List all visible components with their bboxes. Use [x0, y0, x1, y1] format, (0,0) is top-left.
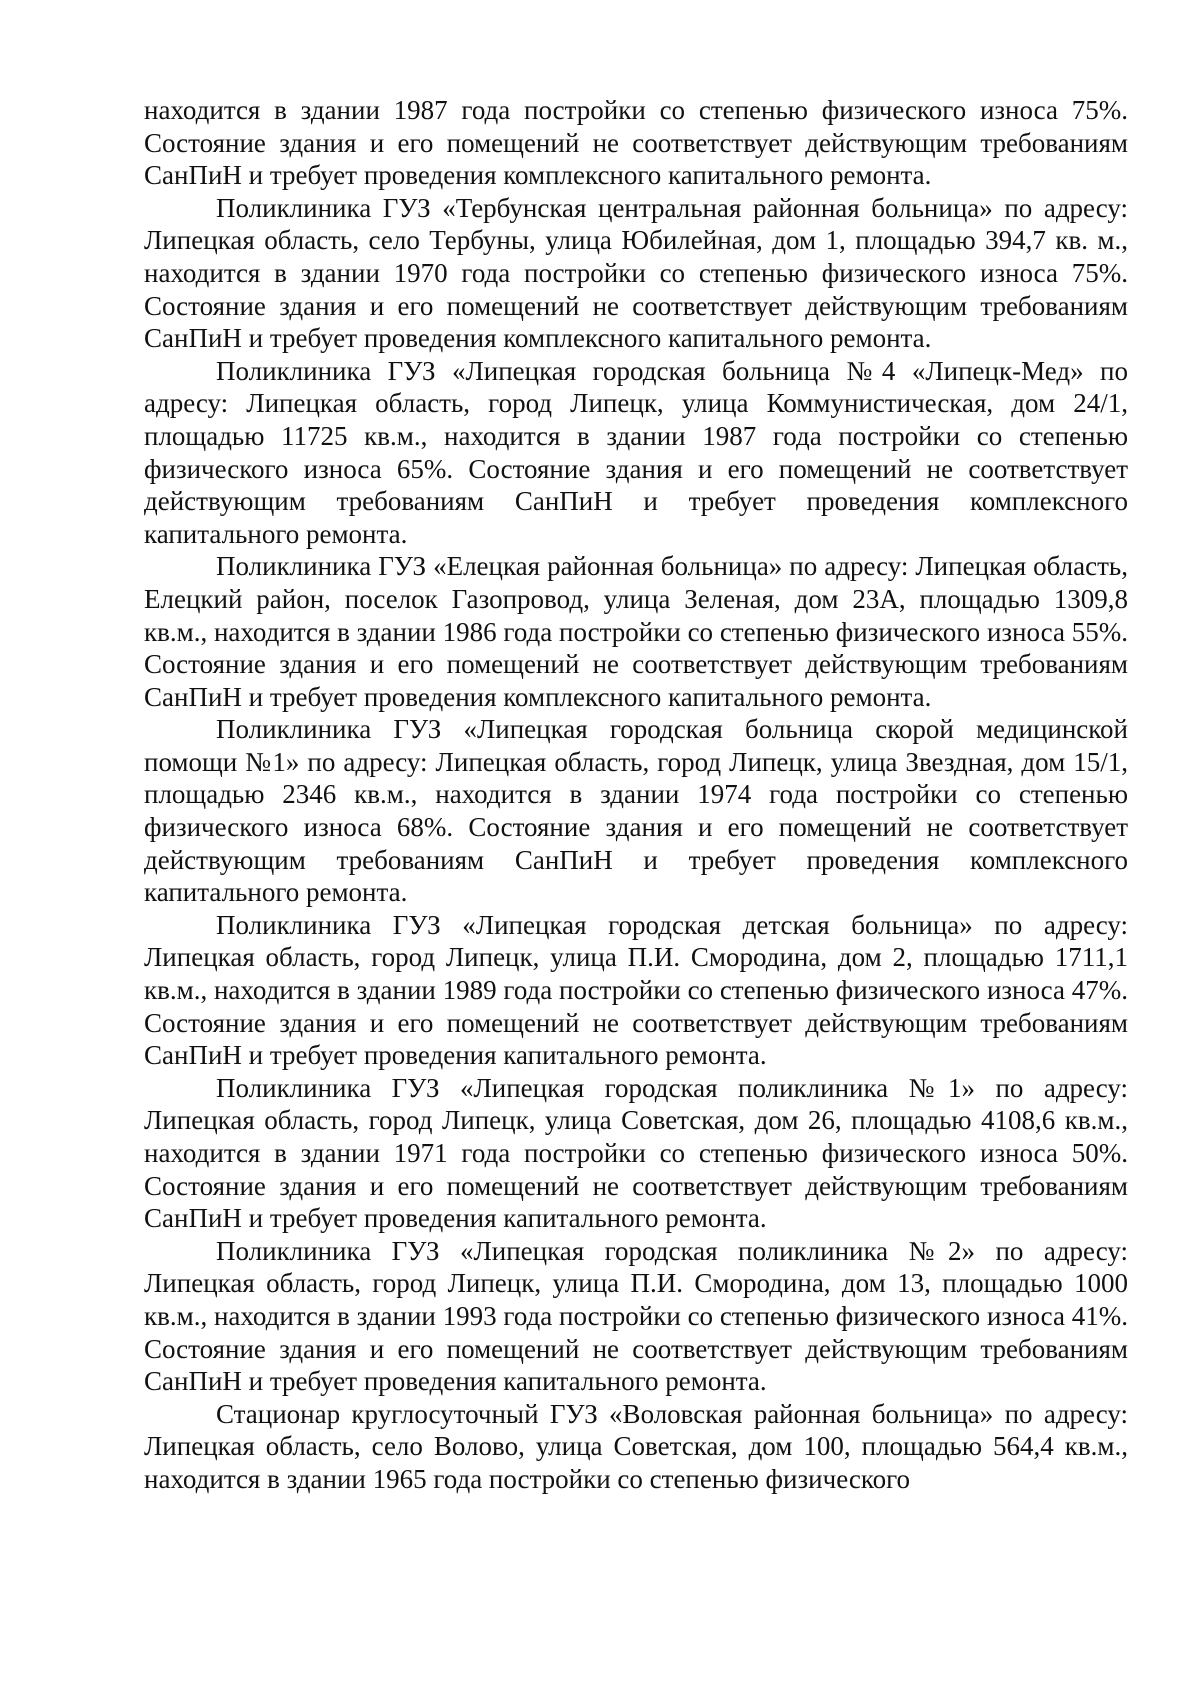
paragraph-polyclinic-2: Поликлиника ГУЗ «Липецкая городская поликлиника №2» по адресу: Липецкая область, город Липецк, улица П.И. Смородина, дом 13, площадью 1000 кв.м., находится в здании 1993 года постройки со степенью физического износа 41%. Состояние здания и его помещений не соответствует действующим требованиям СанПиН и требует проведения капитального ремонта. [144, 1235, 1128, 1397]
paragraph-emergency-hospital-1: Поликлиника ГУЗ «Липецкая городская больница скорой медицинской помощи №1» по адресу: Липецкая область, город Липецк, улица Звездная, дом 15/1, площадью 2346 кв.м., находится в здании 1974 года постройки со степенью физического износа 68%. Состояние здания и его помещений не соответствует действующим требованиям СанПиН и требует проведения комплексного капитального ремонта. [144, 714, 1128, 908]
paragraph-volovo-hospital: Стационар круглосуточный ГУЗ «Воловская районная больница» по адресу: Липецкая область, село Волово, улица Советская, дом 100, площадью 564,4 кв.м., находится в здании 1965 года постройки со степенью физического [144, 1398, 1128, 1494]
paragraph-lipetsk-hospital-4: Поликлиника ГУЗ «Липецкая городская больница №4 «Липецк-Мед» по адресу: Липецкая область, город Липецк, улица Коммунистическая, дом 24/1, площадью 11725 кв.м., находится в здании 1987 года постройки со степенью физического износа 65%. Состояние здания и его помещений не соответствует действующим требованиям СанПиН и требует проведения комплексного капитального ремонта. [144, 355, 1128, 549]
paragraph-childrens-hospital: Поликлиника ГУЗ «Липецкая городская детская больница» по адресу: Липецкая область, город Липецк, улица П.И. Смородина, дом 2, площадью 1711,1 кв.м., находится в здании 1989 года постройки со степенью физического износа 47%. Состояние здания и его помещений не соответствует действующим требованиям СанПиН и требует проведения капитального ремонта. [144, 909, 1128, 1071]
paragraph-terbuny-polyclinic: Поликлиника ГУЗ «Тербунская центральная районная больница» по адресу: Липецкая область, село Тербуны, улица Юбилейная, дом 1, площадью 394,7 кв. м., находится в здании 1970 года постройки со степенью физического износа 75%. Состояние здания и его помещений не соответствует действующим требованиям СанПиН и требует проведения комплексного капитального ремонта. [144, 192, 1128, 354]
paragraph-polyclinic-1: Поликлиника ГУЗ «Липецкая городская поликлиника №1» по адресу: Липецкая область, город Липецк, улица Советская, дом 26, площадью 4108,6 кв.м., находится в здании 1971 года постройки со степенью физического износа 50%. Состояние здания и его помещений не соответствует действующим требованиям СанПиН и требует проведения капитального ремонта. [144, 1072, 1128, 1234]
document-body [144, 94, 1128, 1496]
paragraph-elets-district-hospital: Поликлиника ГУЗ «Елецкая районная больница» по адресу: Липецкая область, Елецкий район, поселок Газопровод, улица Зеленая, дом 23А, площадью 1309,8 кв.м., находится в здании 1986 года постройки со степенью физического износа 55%. Состояние здания и его помещений не соответствует действующим требованиям СанПиН и требует проведения комплексного капитального ремонта. [144, 551, 1128, 712]
paragraph-continuation: находится в здании 1987 года постройки со степенью физического износа 75%. Состояние здания и его помещений не соответствует действующим требованиям СанПиН и требует проведения комплексного капитального ремонта. [144, 95, 1128, 191]
